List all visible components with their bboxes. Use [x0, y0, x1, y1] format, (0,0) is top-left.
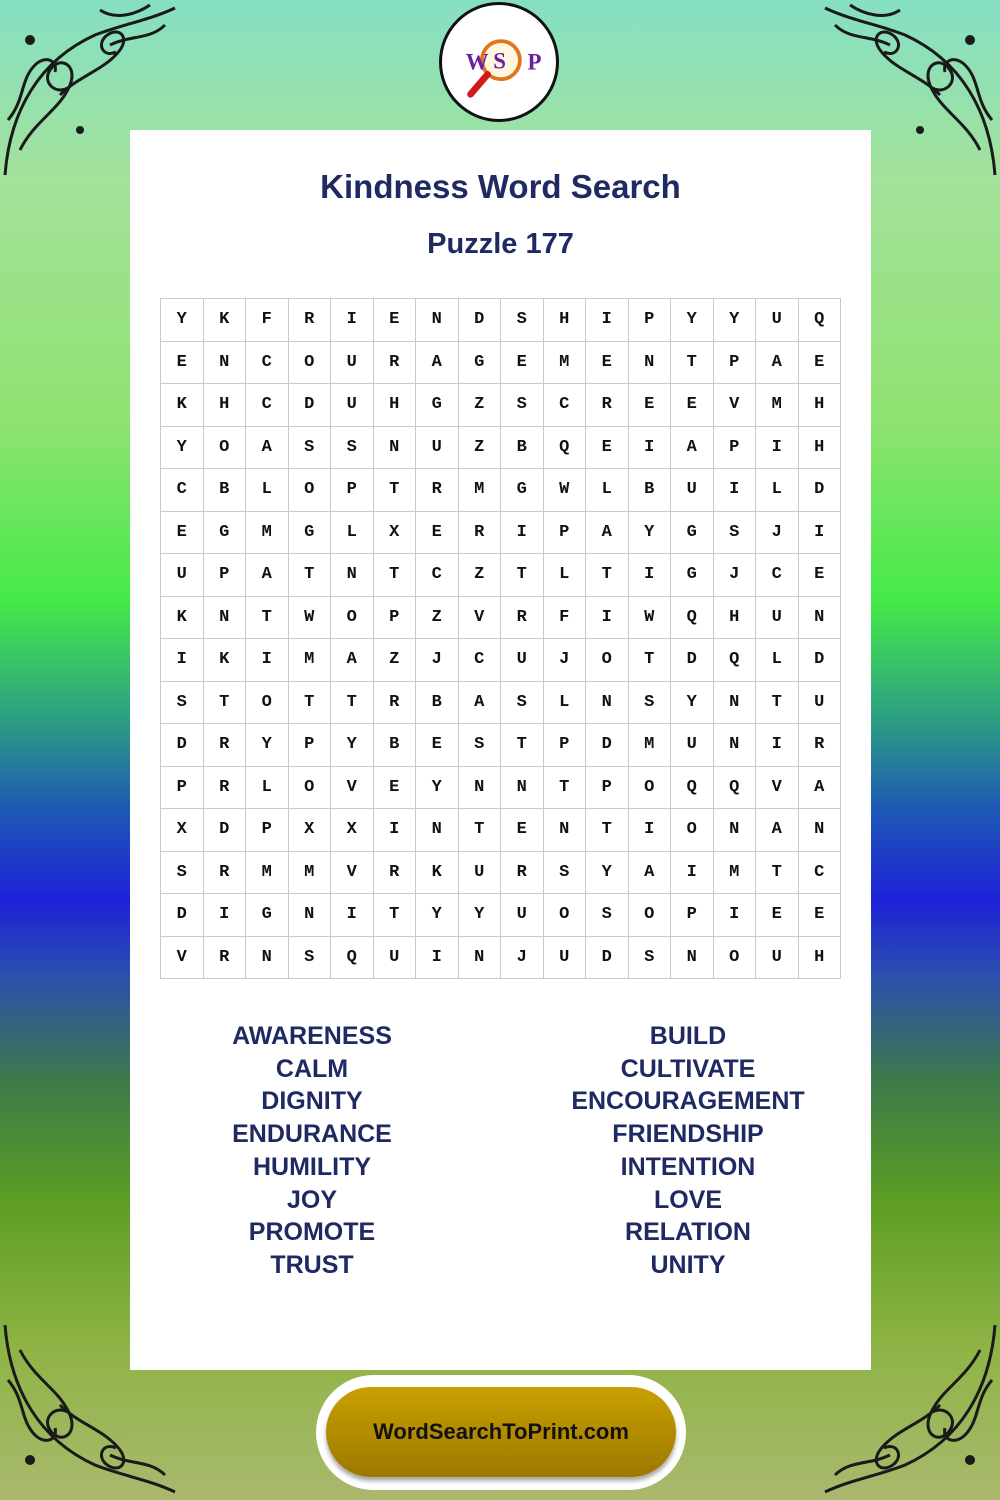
word-list-item: ENDURANCE	[232, 1120, 392, 1149]
grid-cell[interactable]: P	[374, 597, 417, 640]
grid-cell[interactable]: Y	[586, 852, 629, 895]
grid-cell[interactable]: Q	[331, 937, 374, 980]
word-list-item: JOY	[286, 1185, 338, 1214]
grid-cell[interactable]: M	[289, 852, 332, 895]
grid-cell[interactable]: Y	[246, 724, 289, 767]
grid-cell[interactable]: W	[289, 597, 332, 640]
letter-grid	[160, 298, 841, 979]
grid-cell[interactable]: Q	[671, 767, 714, 810]
grid-cell[interactable]: K	[161, 384, 204, 427]
grid-cell[interactable]: T	[671, 342, 714, 385]
grid-cell[interactable]: K	[161, 597, 204, 640]
grid-cell[interactable]: M	[246, 852, 289, 895]
grid-cell[interactable]: A	[671, 427, 714, 470]
grid-cell[interactable]: M	[629, 724, 672, 767]
grid-cell[interactable]: T	[756, 682, 799, 725]
grid-cell[interactable]: R	[374, 852, 417, 895]
word-list-item: TRUST	[270, 1250, 354, 1279]
grid-cell[interactable]: D	[204, 809, 247, 852]
grid-cell[interactable]: U	[459, 852, 502, 895]
grid-cell[interactable]: E	[799, 554, 842, 597]
grid-cell[interactable]: N	[501, 767, 544, 810]
grid-cell[interactable]: H	[374, 384, 417, 427]
grid-cell[interactable]: U	[671, 469, 714, 512]
grid-cell[interactable]: R	[586, 384, 629, 427]
grid-cell[interactable]: U	[501, 639, 544, 682]
grid-cell[interactable]: O	[289, 767, 332, 810]
grid-cell[interactable]: Y	[416, 767, 459, 810]
word-list-item: RELATION	[625, 1218, 751, 1247]
grid-cell[interactable]: I	[416, 937, 459, 980]
grid-cell[interactable]: C	[246, 384, 289, 427]
grid-cell[interactable]: D	[586, 937, 629, 980]
grid-cell[interactable]: V	[714, 384, 757, 427]
grid-cell[interactable]: A	[246, 427, 289, 470]
grid-cell[interactable]: E	[756, 894, 799, 937]
grid-cell[interactable]: X	[161, 809, 204, 852]
wsp-logo[interactable]	[439, 2, 559, 122]
grid-cell[interactable]: L	[246, 767, 289, 810]
grid-cell[interactable]: S	[289, 427, 332, 470]
grid-cell[interactable]: D	[671, 639, 714, 682]
grid-cell[interactable]: S	[586, 894, 629, 937]
grid-cell[interactable]: Q	[799, 299, 842, 342]
grid-cell[interactable]: P	[161, 767, 204, 810]
grid-cell[interactable]: I	[204, 894, 247, 937]
grid-cell[interactable]: G	[501, 469, 544, 512]
grid-cell[interactable]: T	[374, 554, 417, 597]
grid-cell[interactable]: V	[459, 597, 502, 640]
grid-cell[interactable]: G	[289, 512, 332, 555]
grid-cell[interactable]: H	[799, 427, 842, 470]
grid-cell[interactable]: A	[799, 767, 842, 810]
magnifier-icon	[442, 5, 556, 119]
grid-cell[interactable]: U	[756, 937, 799, 980]
grid-cell[interactable]: O	[289, 469, 332, 512]
logo-letter-w: W	[465, 49, 489, 75]
grid-cell[interactable]: I	[331, 299, 374, 342]
grid-cell[interactable]: S	[714, 512, 757, 555]
grid-cell[interactable]: N	[799, 597, 842, 640]
grid-cell[interactable]: C	[416, 554, 459, 597]
grid-cell[interactable]: S	[161, 852, 204, 895]
grid-cell[interactable]: I	[586, 597, 629, 640]
grid-cell[interactable]: E	[629, 384, 672, 427]
grid-cell[interactable]: I	[629, 554, 672, 597]
grid-cell[interactable]: Y	[459, 894, 502, 937]
grid-cell[interactable]: L	[586, 469, 629, 512]
grid-cell[interactable]: J	[501, 937, 544, 980]
grid-cell[interactable]: L	[331, 512, 374, 555]
grid-cell[interactable]: Y	[161, 299, 204, 342]
grid-cell[interactable]: A	[246, 554, 289, 597]
grid-cell[interactable]: X	[331, 809, 374, 852]
grid-cell[interactable]: N	[204, 342, 247, 385]
grid-cell[interactable]: E	[374, 299, 417, 342]
grid-cell[interactable]: M	[459, 469, 502, 512]
grid-cell[interactable]: I	[331, 894, 374, 937]
grid-cell[interactable]: N	[544, 809, 587, 852]
grid-cell[interactable]: R	[204, 937, 247, 980]
grid-cell[interactable]: I	[714, 469, 757, 512]
grid-cell[interactable]: N	[586, 682, 629, 725]
grid-cell[interactable]: X	[374, 512, 417, 555]
grid-cell[interactable]: U	[161, 554, 204, 597]
grid-cell[interactable]: V	[331, 852, 374, 895]
grid-cell[interactable]: S	[544, 852, 587, 895]
grid-cell[interactable]: R	[289, 299, 332, 342]
grid-cell[interactable]: O	[204, 427, 247, 470]
grid-cell[interactable]: C	[799, 852, 842, 895]
puzzle-number: Puzzle 177	[427, 228, 574, 260]
grid-cell[interactable]: A	[416, 342, 459, 385]
grid-cell[interactable]: O	[671, 809, 714, 852]
grid-cell[interactable]: D	[459, 299, 502, 342]
grid-cell[interactable]: M	[756, 384, 799, 427]
word-list-item: CALM	[275, 1054, 349, 1083]
grid-cell[interactable]: J	[714, 554, 757, 597]
grid-cell[interactable]: R	[204, 852, 247, 895]
grid-cell[interactable]: I	[756, 724, 799, 767]
grid-cell[interactable]: Y	[161, 427, 204, 470]
grid-cell[interactable]: A	[331, 639, 374, 682]
word-list-item: HUMILITY	[252, 1152, 372, 1181]
grid-cell[interactable]: A	[756, 809, 799, 852]
grid-cell[interactable]: H	[799, 937, 842, 980]
grid-cell[interactable]: X	[289, 809, 332, 852]
word-list-item: PROMOTE	[248, 1218, 376, 1247]
grid-cell[interactable]: T	[289, 554, 332, 597]
grid-cell[interactable]: D	[289, 384, 332, 427]
grid-cell[interactable]: Y	[416, 894, 459, 937]
grid-cell[interactable]: N	[204, 597, 247, 640]
grid-cell[interactable]: Y	[714, 299, 757, 342]
grid-cell[interactable]: M	[246, 512, 289, 555]
grid-cell[interactable]: U	[756, 299, 799, 342]
grid-cell[interactable]: N	[714, 724, 757, 767]
grid-cell[interactable]: S	[629, 937, 672, 980]
grid-cell[interactable]: B	[374, 724, 417, 767]
grid-cell[interactable]: T	[501, 724, 544, 767]
grid-cell[interactable]: H	[799, 384, 842, 427]
grid-cell[interactable]: R	[374, 682, 417, 725]
grid-cell[interactable]: I	[756, 427, 799, 470]
word-list-item: DIGNITY	[261, 1087, 363, 1116]
grid-cell[interactable]: H	[544, 299, 587, 342]
grid-cell[interactable]: O	[246, 682, 289, 725]
word-list-item: BUILD	[649, 1022, 727, 1050]
grid-cell[interactable]: L	[756, 639, 799, 682]
puzzle-card	[130, 130, 871, 1370]
grid-cell[interactable]: U	[799, 682, 842, 725]
grid-cell[interactable]: A	[586, 512, 629, 555]
logo-letter-s: S	[493, 48, 506, 74]
grid-cell[interactable]: T	[374, 894, 417, 937]
grid-cell[interactable]: A	[629, 852, 672, 895]
grid-cell[interactable]: H	[714, 597, 757, 640]
grid-cell[interactable]: G	[459, 342, 502, 385]
grid-cell[interactable]: N	[459, 767, 502, 810]
grid-cell[interactable]: N	[714, 682, 757, 725]
grid-cell[interactable]: G	[204, 512, 247, 555]
grid-cell[interactable]: V	[756, 767, 799, 810]
grid-cell[interactable]: S	[161, 682, 204, 725]
grid-cell[interactable]: E	[161, 512, 204, 555]
grid-cell[interactable]: A	[459, 682, 502, 725]
grid-cell[interactable]: T	[289, 682, 332, 725]
grid-cell[interactable]: I	[501, 512, 544, 555]
grid-cell[interactable]: P	[586, 767, 629, 810]
grid-cell[interactable]: E	[586, 342, 629, 385]
grid-cell[interactable]: I	[671, 852, 714, 895]
grid-cell[interactable]: B	[204, 469, 247, 512]
grid-cell[interactable]: M	[289, 639, 332, 682]
grid-cell[interactable]: B	[416, 682, 459, 725]
grid-cell[interactable]: P	[331, 469, 374, 512]
grid-cell[interactable]: R	[204, 724, 247, 767]
grid-cell[interactable]: E	[374, 767, 417, 810]
grid-cell[interactable]: T	[544, 767, 587, 810]
grid-cell[interactable]: G	[246, 894, 289, 937]
grid-cell[interactable]: O	[629, 767, 672, 810]
grid-cell[interactable]: S	[501, 682, 544, 725]
grid-cell[interactable]: N	[459, 937, 502, 980]
grid-cell[interactable]: T	[629, 639, 672, 682]
grid-cell[interactable]: U	[756, 597, 799, 640]
grid-cell[interactable]: N	[416, 809, 459, 852]
grid-cell[interactable]: L	[544, 682, 587, 725]
grid-cell[interactable]: U	[671, 724, 714, 767]
grid-cell[interactable]: N	[629, 342, 672, 385]
grid-cell[interactable]: T	[586, 554, 629, 597]
grid-cell[interactable]: U	[374, 937, 417, 980]
grid-cell[interactable]: N	[799, 809, 842, 852]
grid-cell[interactable]: T	[331, 682, 374, 725]
grid-cell[interactable]: U	[331, 342, 374, 385]
footer-link[interactable]: WordSearchToPrint.com	[326, 1387, 676, 1477]
grid-cell[interactable]: T	[374, 469, 417, 512]
grid-cell[interactable]: D	[799, 469, 842, 512]
grid-cell[interactable]: D	[161, 894, 204, 937]
grid-cell[interactable]: I	[799, 512, 842, 555]
grid-cell[interactable]: C	[161, 469, 204, 512]
grid-cell[interactable]: W	[629, 597, 672, 640]
word-list-item: CULTIVATE	[620, 1054, 756, 1083]
grid-cell[interactable]: C	[459, 639, 502, 682]
grid-cell[interactable]: N	[671, 937, 714, 980]
word-list-item: UNITY	[650, 1250, 726, 1279]
grid-cell[interactable]: K	[204, 639, 247, 682]
grid-cell[interactable]: N	[246, 937, 289, 980]
grid-cell[interactable]: V	[161, 937, 204, 980]
grid-cell[interactable]: C	[246, 342, 289, 385]
grid-cell[interactable]: R	[501, 852, 544, 895]
grid-cell[interactable]: Y	[629, 512, 672, 555]
grid-cell[interactable]: T	[246, 597, 289, 640]
grid-cell[interactable]: N	[331, 554, 374, 597]
grid-cell[interactable]: S	[501, 299, 544, 342]
grid-cell[interactable]: I	[629, 427, 672, 470]
grid-cell[interactable]: Y	[671, 299, 714, 342]
grid-cell[interactable]: S	[289, 937, 332, 980]
logo-letter-p: P	[527, 49, 542, 75]
grid-cell[interactable]: I	[161, 639, 204, 682]
grid-cell[interactable]: E	[586, 427, 629, 470]
grid-cell[interactable]: B	[501, 427, 544, 470]
grid-cell[interactable]: C	[544, 384, 587, 427]
grid-cell[interactable]: Q	[714, 767, 757, 810]
grid-cell[interactable]: C	[756, 554, 799, 597]
grid-cell[interactable]: P	[629, 299, 672, 342]
grid-cell[interactable]: T	[459, 809, 502, 852]
grid-cell[interactable]: P	[714, 342, 757, 385]
grid-cell[interactable]: U	[501, 894, 544, 937]
grid-cell[interactable]: I	[374, 809, 417, 852]
grid-cell[interactable]: E	[416, 724, 459, 767]
grid-cell[interactable]: R	[204, 767, 247, 810]
grid-cell[interactable]: E	[161, 342, 204, 385]
grid-cell[interactable]: R	[374, 342, 417, 385]
grid-cell[interactable]: T	[586, 809, 629, 852]
grid-cell[interactable]: Z	[459, 384, 502, 427]
grid-cell[interactable]: A	[756, 342, 799, 385]
grid-cell[interactable]: Y	[331, 724, 374, 767]
grid-cell[interactable]: I	[586, 299, 629, 342]
grid-cell[interactable]: E	[671, 384, 714, 427]
grid-cell[interactable]: N	[714, 809, 757, 852]
grid-cell[interactable]: G	[416, 384, 459, 427]
grid-cell[interactable]: Z	[459, 427, 502, 470]
grid-cell[interactable]: E	[799, 894, 842, 937]
grid-cell[interactable]: M	[544, 342, 587, 385]
grid-cell[interactable]: F	[544, 597, 587, 640]
grid-cell[interactable]: U	[331, 384, 374, 427]
word-list-left	[162, 1020, 462, 1282]
grid-cell[interactable]: Z	[459, 554, 502, 597]
grid-cell[interactable]: Z	[416, 597, 459, 640]
grid-cell[interactable]: P	[246, 809, 289, 852]
grid-cell[interactable]: L	[544, 554, 587, 597]
grid-cell[interactable]: K	[204, 299, 247, 342]
grid-cell[interactable]: E	[501, 342, 544, 385]
grid-cell[interactable]: T	[204, 682, 247, 725]
grid-cell[interactable]: Q	[714, 639, 757, 682]
grid-cell[interactable]: R	[416, 469, 459, 512]
grid-cell[interactable]: P	[671, 894, 714, 937]
grid-cell[interactable]: E	[799, 342, 842, 385]
grid-cell[interactable]: S	[501, 384, 544, 427]
grid-cell[interactable]: U	[416, 427, 459, 470]
grid-cell[interactable]: Z	[374, 639, 417, 682]
grid-cell[interactable]: P	[544, 512, 587, 555]
grid-cell[interactable]: O	[289, 342, 332, 385]
grid-cell[interactable]: O	[629, 894, 672, 937]
grid-cell[interactable]: J	[544, 639, 587, 682]
grid-cell[interactable]: I	[714, 894, 757, 937]
grid-cell[interactable]: J	[416, 639, 459, 682]
grid-cell[interactable]: D	[799, 639, 842, 682]
grid-cell[interactable]: S	[459, 724, 502, 767]
grid-cell[interactable]: P	[544, 724, 587, 767]
word-list-item: FRIENDSHIP	[612, 1120, 764, 1149]
grid-cell[interactable]: D	[586, 724, 629, 767]
grid-cell[interactable]: I	[629, 809, 672, 852]
grid-cell[interactable]: N	[374, 427, 417, 470]
footer-banner	[316, 1375, 686, 1490]
grid-cell[interactable]: W	[544, 469, 587, 512]
grid-cell[interactable]: O	[586, 639, 629, 682]
grid-cell[interactable]: P	[289, 724, 332, 767]
grid-cell[interactable]: L	[246, 469, 289, 512]
grid-cell[interactable]: O	[331, 597, 374, 640]
grid-cell[interactable]: O	[714, 937, 757, 980]
grid-cell[interactable]: Y	[671, 682, 714, 725]
grid-cell[interactable]: E	[416, 512, 459, 555]
grid-cell[interactable]: B	[629, 469, 672, 512]
grid-cell[interactable]: H	[204, 384, 247, 427]
word-list-item: INTENTION	[620, 1152, 756, 1181]
grid-cell[interactable]: G	[671, 554, 714, 597]
grid-cell[interactable]: G	[671, 512, 714, 555]
grid-cell[interactable]: S	[629, 682, 672, 725]
grid-cell[interactable]: V	[331, 767, 374, 810]
grid-cell[interactable]: O	[544, 894, 587, 937]
grid-cell[interactable]: J	[756, 512, 799, 555]
grid-cell[interactable]: P	[714, 427, 757, 470]
word-list-item: AWARENESS	[232, 1022, 392, 1050]
grid-cell[interactable]: T	[501, 554, 544, 597]
grid-cell[interactable]: N	[416, 299, 459, 342]
grid-cell[interactable]: I	[246, 639, 289, 682]
grid-cell[interactable]: D	[161, 724, 204, 767]
grid-cell[interactable]: P	[204, 554, 247, 597]
grid-cell[interactable]: N	[289, 894, 332, 937]
grid-cell[interactable]: M	[714, 852, 757, 895]
page-title: Kindness Word Search	[320, 168, 681, 205]
grid-cell[interactable]: S	[331, 427, 374, 470]
grid-cell[interactable]: T	[756, 852, 799, 895]
grid-cell[interactable]: R	[459, 512, 502, 555]
grid-cell[interactable]: K	[416, 852, 459, 895]
grid-cell[interactable]: L	[756, 469, 799, 512]
grid-cell[interactable]: Q	[671, 597, 714, 640]
word-list-right	[538, 1020, 838, 1282]
word-list-item: ENCOURAGEMENT	[571, 1087, 805, 1116]
word-list-item: LOVE	[653, 1185, 723, 1214]
grid-cell[interactable]: R	[799, 724, 842, 767]
grid-cell[interactable]: Q	[544, 427, 587, 470]
grid-cell[interactable]: F	[246, 299, 289, 342]
grid-cell[interactable]: E	[501, 809, 544, 852]
grid-cell[interactable]: R	[501, 597, 544, 640]
grid-cell[interactable]: U	[544, 937, 587, 980]
